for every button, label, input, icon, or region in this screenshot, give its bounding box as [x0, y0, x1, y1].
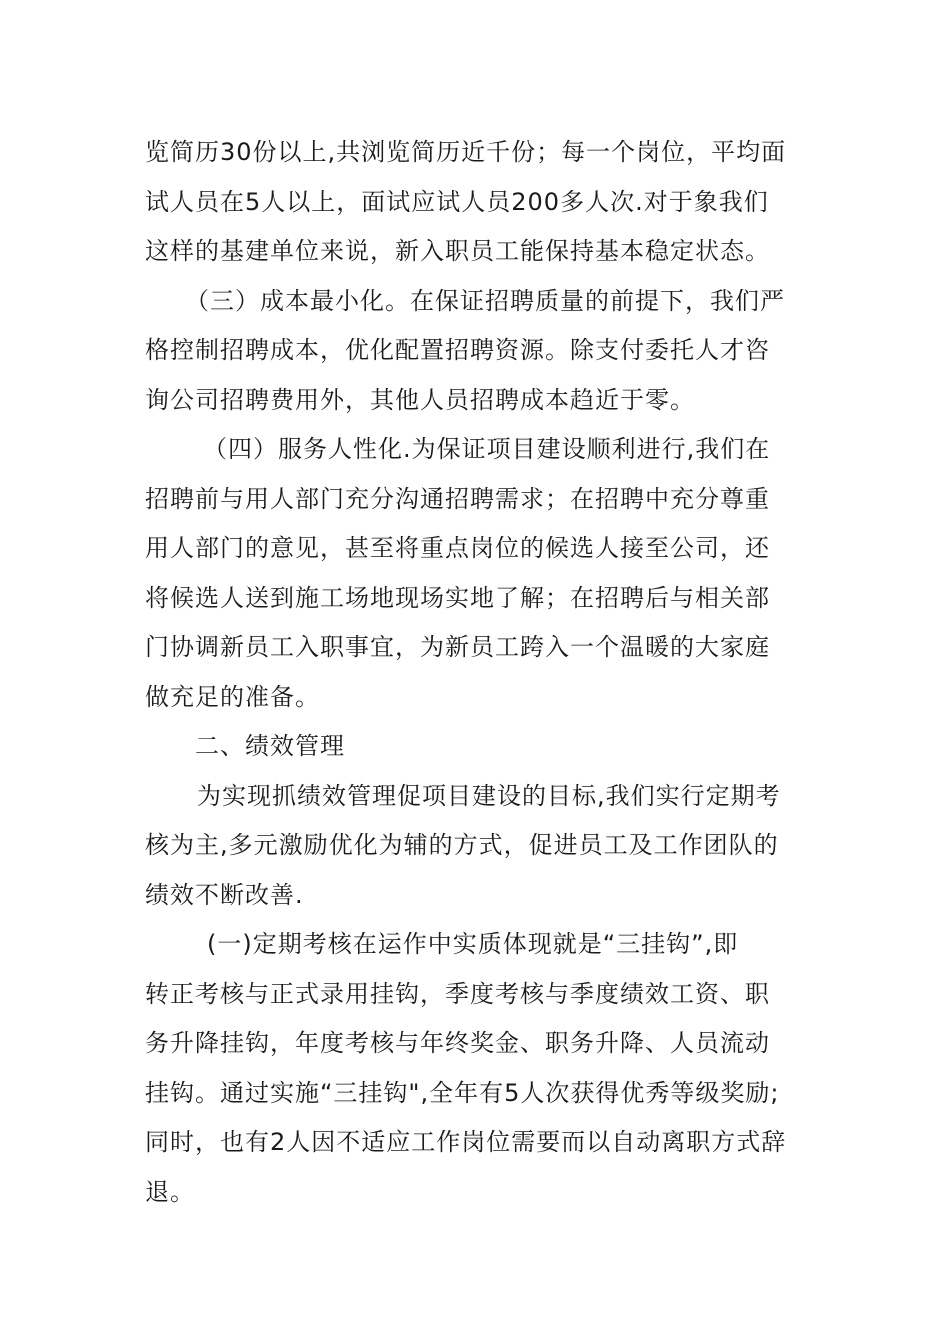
text-line: 同时，也有2人因不适应工作岗位需要而以自动离职方式辞	[145, 1128, 787, 1156]
section-heading-line: (一)定期考核在运作中实质体现就是“三挂钩”,即	[207, 930, 739, 958]
text-line: 绩效不断改善.	[145, 880, 304, 909]
text-line: 做充足的准备。	[145, 682, 320, 711]
paragraph-start-line: 为实现抓绩效管理促项目建设的目标,我们实行定期考	[197, 781, 781, 810]
text-line: 退。	[145, 1177, 195, 1206]
text-line: 核为主,多元激励优化为辅的方式，促进员工及工作团队的	[145, 831, 779, 859]
text-line: 务升降挂钩，年度考核与年终奖金、职务升降、人员流动	[145, 1029, 770, 1057]
text-line: 门协调新员工入职事宜，为新员工跨入一个温暖的大家庭	[145, 633, 770, 661]
text-line: 览简历30份以上,共浏览简历近千份；每一个岗位，平均面	[145, 138, 787, 166]
section-heading-line: （三）成本最小化。在保证招聘质量的前提下，我们严	[185, 286, 785, 315]
text-line: 转正考核与正式录用挂钩，季度考核与季度绩效工资、职	[145, 979, 770, 1008]
text-line: 招聘前与用人部门充分沟通招聘需求；在招聘中充分尊重	[145, 484, 770, 513]
text-line: 用人部门的意见，甚至将重点岗位的候选人接至公司，还	[145, 534, 770, 562]
text-line: 挂钩。通过实施“三挂钩",全年有5人次获得优秀等级奖励;	[145, 1078, 780, 1107]
text-line: 询公司招聘费用外，其他人员招聘成本趋近于零。	[145, 385, 695, 414]
document-body	[145, 128, 815, 1217]
section-title: 二、绩效管理	[195, 732, 345, 760]
text-line: 格控制招聘成本，优化配置招聘资源。除支付委托人才咨	[145, 336, 770, 364]
section-heading-line: （四）服务人性化.为保证项目建设顺利进行,我们在	[203, 435, 771, 463]
text-line: 将候选人送到施工场地现场实地了解；在招聘后与相关部	[145, 583, 770, 612]
text-line: 试人员在5人以上，面试应试人员200多人次.对于象我们	[145, 187, 769, 216]
text-line: 这样的基建单位来说，新入职员工能保持基本稳定状态。	[145, 237, 770, 265]
